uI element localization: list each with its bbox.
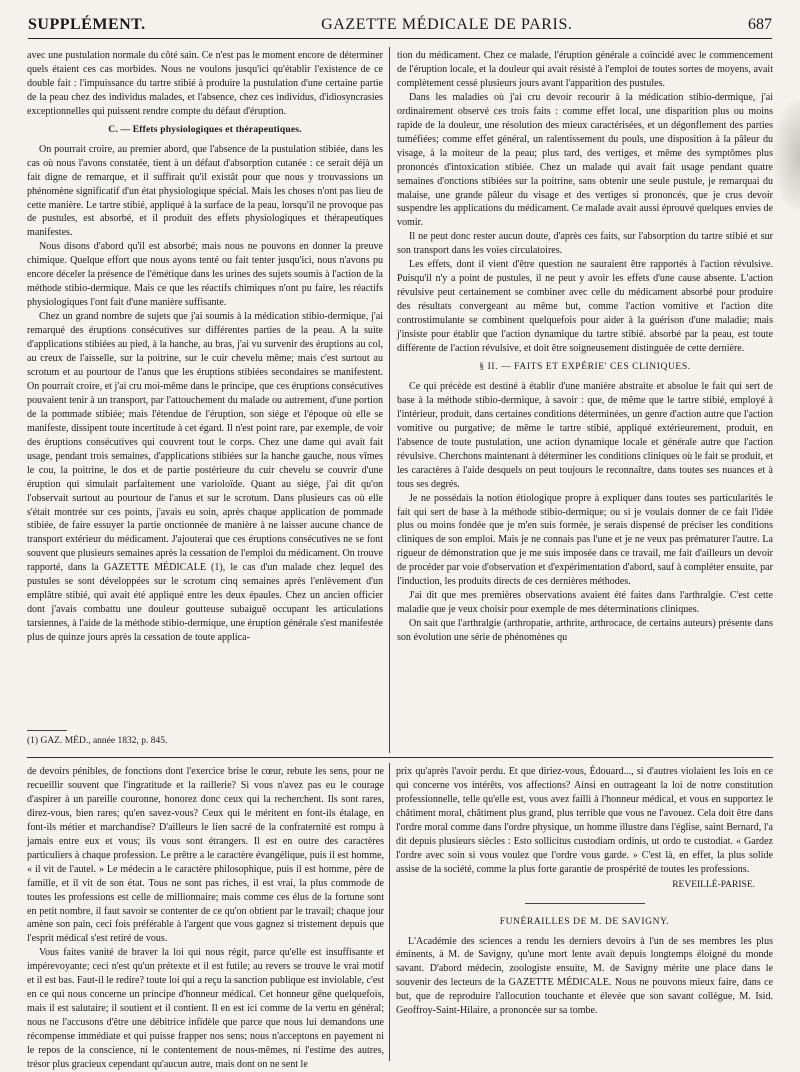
paragraph: Vous faites vanité de braver la loi qui nous régit, parce qu'elle est insuffisante et impérevoyante; ceci n'est qu'un prétexte et il est futile; au revers se trouve le vrai motif et il est bas. Faut-il le redire? toute loi qui a reçu la sanction publique est inviolable, c'est en ce qui nous concerne un principe d'honneur médical. Cet honneur gêne quelquefois, mais il est salutaire; il soutient et il contient. Il en est ici comme de la vertu en général; nous ne l'accusons d'être une débitrice infidèle que parce que nous lui demandons une récompense immédiate et qui puisse frapper nos sens; nous n'acceptons en payement ni le repos de la conscience, ni le contentement de nous-mêmes, ni l'estime des autres, trésor plus gracieux cependant qu'aucun autre, mais dont on ne sent le <box>27 947 384 1071</box>
supplement-label: SUPPLÉMENT. <box>28 16 146 33</box>
library-stamp <box>774 100 800 210</box>
paragraph: de devoirs pénibles, de fonctions dont l'exercice brise le cœur, rebute les sens, pour ne recueillir souvent que l'ingratitude et la raillerie? Si vous n'avez pas eu le courage d'aspirer à un pareille couronne, honorez donc ceux qui la recherchent. Ils sont rares, direz-vous, bien rares; qu'en savez-vous? Ceux qui le méritent en font-ils étalage, en font-ils métier et marchandise? D'ailleurs le lien sacré de la confraternité est rompu à jamais entre eux et vous; ils vous sont étrangers. Il est en outre des caractères particuliers à chaque profession. Le prêtre a le caractère évangélique, puis il est homme, « il vit de l'autel. » Le médecin a le caractère philosophique, puis il est homme, père de famille, et il vit de son état. Tous ne sont pas riches, il est vrai, la plus commode de toutes les professions est celle de millionnaire; mais comme ces élus de la fortune sont en petit nombre, il faut savoir se contenter de ce qu'on obtient par le travail; chaque jour amène son pain, ceci fois préférable à l'argent que vous gagnez si tristement depuis que l'esprit médical s'est retiré de vous. <box>27 766 384 945</box>
paragraph: prix qu'après l'avoir perdu. Et que diriez-vous, Édouard..., si d'autres violaient les lois en ce qui concerne vos intérêts, vos affections? Ainsi en outrageant la loi de notre constitution professionnelle, telle qu'elle est, vous avez failli à l'honneur médical, et vous en supportez le châtiment moral, châtiment plus grand, plus terrible que vous ne l'avouez. Cela doit être dans l'ordre moral comme dans l'ordre physique, un homme illustre dans l'église, saint Bernard, l'a dit depuis plusieurs siècles : Esto sollicitus custodiam ordinis, ut ordo te custodiat. « Gardez l'ordre avec soin si vous voulez que l'ordre vous garde. » C'est là, en effet, la plus solide assise de la société, comme la plus forte garantie de prospérité de toutes les professions. <box>396 766 773 875</box>
column-bottom-left <box>27 765 384 1071</box>
paragraph: Ce qui précède est destiné à établir d'une manière abstraite et absolue le fait qui sert de base à la méthode stibio-dermique, à savoir : que, de même que le tartre stibié, employé à l'intérieur, produit, dans certaines conditions déterminées, un genre d'action autre que l'action vomitive ou purgative; de même le tartre stibié, appliqué extérieurement, produit, en l'absence de toute pustulation, une action dynamique locale et générale autre que l'action révulsive. Cherchons maintenant à déterminer les conditions cliniques où le fait se produit, et les caractères à l'aide desquels on peut toujours le reconnaître, dans toutes ses nuances et à tous ses degrés. <box>397 380 773 490</box>
footnote: (1) GAZ. MÉD., année 1832, p. 845. <box>27 736 168 746</box>
paragraph: Dans les maladies où j'ai cru devoir recourir à la médication stibio-dermique, j'ai ordinairement observé ces trois faits : comme effet local, une disparition plus ou moins rapide de la douleur, une résolution des mieux caractérisées, et un dégonflement des parties tuméfiées; comme effet général, un ralentissement du pouls, une disposition à la pâleur du visage, à la moiteur de la peau; plus tard, des vertiges, et même des symptômes plus prononcés d'intoxication stibiée. Chez un malade qui avait fait usage pendant quatre semaines d'onctions stibiées sur la poitrine, sans obtenir une seule pustule, je remarquai du malaise, une grande pâleur du visage et des vertiges si prononcés, que je crus devoir suspendre les applications du médicament. Ce malade avait aussi éprouvé quelques envies de vomir. <box>397 91 773 229</box>
paragraph: On pourrait croire, au premier abord, que l'absence de la pustulation stibiée, dans les cas où nous l'avons constatée, tient à un défaut d'absorption cutanée : ce serait déjà un fait digne de remarque, et il suffirait qu'il existât pour que nous y trouvassions un phénomène significatif d'un état physiologique spécial. Mais les choses n'ont pas lieu de cette manière. Le tartre stibié, appliqué à la surface de la peau, lorsqu'il ne provoque pas de pustules, est absorbé, et il produit des effets physiologiques et thérapeutiques manifestes. <box>27 143 383 239</box>
paragraph: Chez un grand nombre de sujets que j'ai soumis à la médication stibio-dermique, j'ai remarqué des éruptions consécutives sur différentes parties de la peau. A la suite d'applications stibiées au pied, à la hanche, au bras, j'ai vu survenir des éruptions au col, au creux de l'aisselle, sur la poitrine, sur le cuir chevelu même; mais c'est surtout au scrotum et au pourtour de l'anus que les éruptions stibiées secondaires se manifestent. On pourrait croire, et j'ai cru moi-même dans le principe, que ces éruptions consécutives pouvaient tenir à un transport, par l'attouchement du malade ou autrement, d'une portion de la pommade stibiée; mais l'étendue de l'éruption, son siége et l'époque où elle se manifeste, dissipent toute incertitude à cet égard. Il n'est point rare, par exemple, de voir des éruptions consécutives qui couvrent tout le corps. Chez une dame qui avait fait usage, pendant trois semaines, d'applications stibiées sur la hanche gauche, nous vîmes le cou, la poitrine, le dos et de partie postérieure du cuir chevelu se couvrir d'une éruption qui simulait parfaitement une varioloïde. Quant au siége, j'ai dit qu'on l'observait surtout au pourtour de l'anus et sur le scrotum. Dans plusieurs cas où elle s'était montrée sur ces points, j'avais eu soin, après chaque application de pommade stibiée, de faire essuyer la partie onctionnée de manière à ne laisser aucune chance de transport extérieur du médicament. J'ajouterai que ces éruptions consécutives ne se font souvent que plusieurs semaines après la cessation de l'emploi du médicament. On trouve rapporté, dans la GAZETTE MÉDICALE (1), le cas d'un malade chez lequel des pustules se sont développées sur le scrotum cinq semaines après l'enlèvement d'un emplâtre stibié, qui avait été appliqué entre les deux épaules. Chez un ancien officier dont j'avais combattu une douleur goutteuse subaiguë occupant les articulations tarsiennes, à l'aide de la méthode stibio-dermique, une éruption générale s'est manifestée plus de quinze jours après la cessation de toute applica- <box>27 311 383 644</box>
section-heading: FUNÉRAILLES DE M. DE SAVIGNY. <box>499 916 670 927</box>
paragraph: Les effets, dont il vient d'être question ne sauraient être rapportés à l'action révulsive. Puisqu'il n'y a point de pustules, il ne peut y avoir les effets d'une cause absente. L'action révulsive peut certainement se combiner avec celle du médicament absorbé pour produire des résultats convergeant au même but, comme l'action vomitive et l'action dite controstimulante se combinent quelquefois pour aider à la guérison d'une maladie; mais j'insiste pour établir que l'action dynamique du tartre stibié. absorbé par la peau, est toute différente de l'action révulsive, et doit être soigneusement distinguée de cette dernière. <box>397 259 773 355</box>
page-number: 687 <box>747 16 772 33</box>
section-heading: § II. — FAITS ET EXPÉRIE' CES CLINIQUES. <box>479 361 691 372</box>
column-top-left <box>27 49 383 724</box>
page-header <box>28 16 772 39</box>
paragraph: J'ai dit que mes premières observations avaient été faites dans l'arthralgie. C'est cette maladie que je veux choisir pour exemple de mes déterminations cliniques. <box>397 590 773 616</box>
paragraph: On sait que l'arthralgie (arthropatie, arthrite, arthrocace, de certains auteurs) présente dans son évolution une série de phénomènes qu <box>397 618 773 644</box>
paragraph: avec une pustulation normale du côté sain. Ce n'est pas le moment encore de déterminer quels étaient ces cas morbides. Nous ne voulons jusqu'ici qu'établir l'existence de ce double fait : l'impuissance du tartre stibié à produire la pustulation d'une certaine partie de la peau chez des individus malades, et l'absence, chez ces individus, d'idiosyncrasies exceptionnelles qui puissent rendre compte du défaut d'éruption. <box>27 50 383 117</box>
column-top-right <box>397 49 773 750</box>
footnote-rule <box>27 730 67 731</box>
paragraph: tion du médicament. Chez ce malade, l'éruption générale a coïncidé avec le commencement de l'éruption locale, et la douleur qui avait résisté à l'emploi de toutes sortes de moyens, avait complètement cessé plusieurs jours avant l'apparition des pustules. <box>397 50 773 89</box>
paragraph: L'Académie des sciences a rendu les derniers devoirs à l'un de ses membres les plus éminents, à M. de Savigny, qu'une mort lente avait depuis longtemps éloigné du monde savant. D'abord médecin, zoologiste ensuite, M. de Savigny mérite une place dans le souvenir des lecteurs de la GAZETTE MÉDICALE. Nous ne pouvons mieux faire, dans ce but, que de reproduire l'allocution touchante et élevée que son savant collègue, M. Isid. Geoffroy-Saint-Hilaire, a prononcée sur sa tombe. <box>396 935 773 1017</box>
column-divider-bottom <box>389 763 390 1061</box>
column-divider-top <box>389 47 390 753</box>
divider <box>525 903 645 904</box>
paragraph: Nous disons d'abord qu'il est absorbé; mais nous ne pouvons en donner la preuve chimique. Quelque effort que nous ayons tenté ou fait tenter jusqu'ici, nous n'avons pu encore déceler la présence de l'émétique dans les urines des sujets soumis à l'action de la méthode stibio-dermique. Mais ce que les réactifs chimiques n'ont pu faire, les réactifs physiologiques l'ont fait d'une manière suffisante. <box>27 241 383 309</box>
paragraph: Je ne possédais la notion étiologique propre à expliquer dans toutes ses particularités le fait qui sert de base à la méthode stibio-dermique; ou si je voulais donner de ce fait l'idée plus ou moins fondée que je m'en suis formée, je serais dispensé de préciser les conditions cliniques de son emploi. Mais je ne connais pas l'une et je ne veux pas prématurer l'autre. La rigueur de démonstration que je me suis imposée dans ce travail, me fait d'ailleurs un devoir de procéder par voie d'observation et d'expérimentation d'abord, sauf à compléter ensuite, par l'induction, les produits directs de ces dernières méthodes. <box>397 492 773 588</box>
paragraph: Il ne peut donc rester aucun doute, d'après ces faits, sur l'absorption du tartre stibié et sur son transport dans les voies circulatoires. <box>397 231 773 257</box>
section-heading: C. — Effets physiologiques et thérapeutiques. <box>108 124 302 135</box>
signature: REVEILLÉ-PARISE. <box>672 879 755 890</box>
journal-title: GAZETTE MÉDICALE DE PARIS. <box>321 16 573 33</box>
column-bottom-right <box>396 765 773 1035</box>
section-divider <box>27 757 773 758</box>
